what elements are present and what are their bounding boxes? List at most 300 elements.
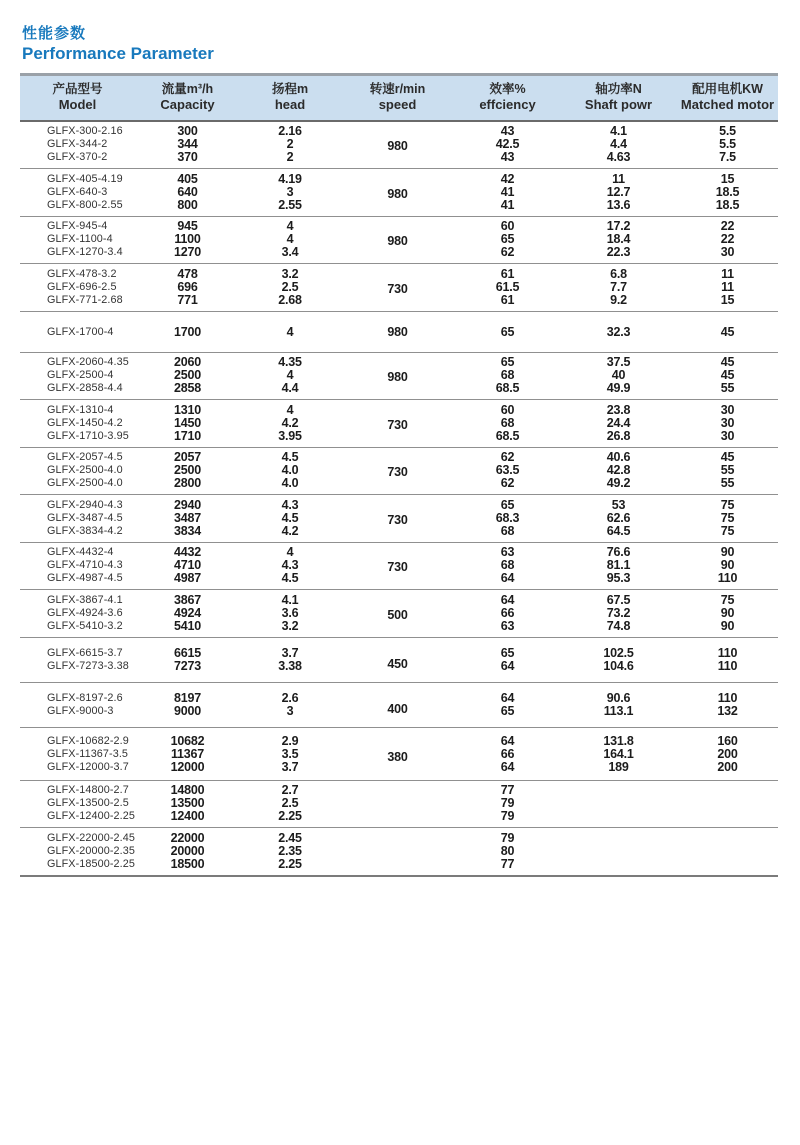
- column-label-en: Shaft powr: [584, 97, 653, 112]
- cell-model: GLFX-7273-3.38: [47, 659, 129, 672]
- cell-matched-motor: 160: [717, 733, 738, 748]
- cell-efficiency: 65: [500, 645, 515, 660]
- cell-efficiency: 41: [500, 184, 515, 199]
- column-label-en: head: [274, 97, 306, 112]
- cell-matched-motor: 55: [720, 381, 735, 395]
- cell-efficiency: 60: [500, 402, 515, 417]
- cell-efficiency: 64: [500, 658, 515, 673]
- cell-matched-motor: 30: [720, 402, 735, 417]
- table-row: [20, 216, 778, 233]
- cell-efficiency: 41: [500, 197, 515, 212]
- cell-model: GLFX-4987-4.5: [47, 572, 123, 584]
- cell-efficiency: 64: [500, 759, 515, 774]
- table-row: [20, 637, 778, 660]
- cell-matched-motor: 11: [721, 266, 734, 281]
- cell-capacity: 640: [177, 184, 198, 199]
- cell-capacity: 2800: [173, 476, 201, 490]
- cell-model: GLFX-6615-3.7: [47, 646, 123, 659]
- cell-matched-motor: 90: [720, 545, 735, 559]
- model-group: [20, 169, 778, 217]
- model-group: [20, 352, 778, 400]
- model-group: [20, 216, 778, 264]
- cell-matched-motor: 5.5: [719, 137, 736, 151]
- cell-head: 3.38: [278, 658, 302, 673]
- cell-capacity: 2057: [173, 450, 201, 464]
- cell-head: 2.68: [278, 292, 302, 307]
- cell-model: GLFX-2500-4: [47, 369, 114, 381]
- cell-shaft-power: 49.9: [606, 381, 631, 395]
- table-row: [20, 780, 778, 797]
- cell-model: GLFX-2060-4.35: [47, 356, 129, 368]
- cell-model: GLFX-300-2.16: [47, 125, 123, 137]
- cell-speed: 500: [387, 607, 408, 622]
- cell-head: 4.5: [281, 450, 299, 464]
- cell-model: GLFX-3867-4.1: [47, 593, 123, 606]
- cell-model: GLFX-2858-4.4: [47, 382, 123, 394]
- cell-capacity: 1270: [173, 245, 201, 259]
- cell-head: 4.2: [281, 523, 299, 538]
- cell-model: GLFX-2057-4.5: [47, 451, 123, 463]
- cell-model: GLFX-640-3: [47, 185, 108, 198]
- cell-speed: [340, 828, 455, 876]
- cell-head: 3.4: [281, 245, 299, 259]
- table-row: [20, 495, 778, 512]
- cell-efficiency: 64: [500, 571, 515, 585]
- cell-shaft-power: 67.5: [606, 592, 631, 607]
- table-row: [20, 311, 778, 352]
- cell-speed: 730: [387, 512, 408, 527]
- column-header-motor: [677, 75, 778, 121]
- column-label-en: Model: [58, 97, 97, 112]
- page-title-chinese: 性能参数: [22, 25, 87, 42]
- cell-matched-motor: 75: [720, 497, 735, 512]
- cell-head: 3: [286, 703, 294, 718]
- cell-shaft-power: 49.2: [606, 476, 631, 490]
- cell-shaft-power: 95.3: [606, 571, 631, 585]
- cell-speed: 450: [387, 656, 408, 671]
- cell-matched-motor: [677, 828, 778, 845]
- cell-shaft-power: 81.1: [606, 558, 631, 572]
- cell-model: GLFX-10682-2.9: [47, 734, 129, 747]
- cell-model: GLFX-1450-4.2: [47, 416, 123, 429]
- cell-capacity: 20000: [170, 843, 205, 858]
- cell-matched-motor: [677, 810, 778, 828]
- cell-shaft-power: 24.4: [606, 415, 631, 430]
- cell-shaft-power: 4.1: [610, 124, 627, 138]
- cell-efficiency: 68.5: [495, 381, 520, 395]
- cell-model: GLFX-478-3.2: [47, 267, 117, 280]
- cell-head: 4.3: [281, 497, 299, 512]
- column-label-en: effciency: [479, 97, 536, 112]
- cell-model: GLFX-2500-4.0: [47, 464, 123, 476]
- column-label-en: speed: [378, 97, 417, 112]
- cell-matched-motor: 45: [720, 324, 735, 339]
- cell-matched-motor: 30: [720, 428, 735, 443]
- model-group: [20, 828, 778, 876]
- cell-matched-motor: 75: [720, 592, 735, 607]
- model-group: [20, 542, 778, 590]
- cell-shaft-power: 164.1: [603, 746, 634, 761]
- cell-capacity: 1450: [173, 415, 201, 430]
- cell-matched-motor: 30: [720, 415, 735, 430]
- table-row: [20, 169, 778, 186]
- cell-shaft-power: 32.3: [606, 324, 631, 339]
- cell-matched-motor: [677, 845, 778, 858]
- cell-model: GLFX-3834-4.2: [47, 524, 123, 537]
- cell-speed: 980: [387, 370, 408, 384]
- cell-capacity: 945: [177, 219, 198, 233]
- cell-capacity: 11367: [170, 746, 205, 761]
- cell-efficiency: 64: [500, 690, 515, 705]
- cell-model: GLFX-1100-4: [47, 233, 113, 245]
- cell-shaft-power: 9.2: [610, 292, 627, 307]
- column-label-cn: 配用电机KW: [692, 82, 763, 96]
- cell-efficiency: 62: [500, 450, 515, 464]
- table-row: [20, 121, 778, 139]
- model-group: [20, 727, 778, 780]
- cell-matched-motor: 11: [721, 279, 734, 294]
- cell-head: 4: [286, 402, 294, 417]
- cell-efficiency: 66: [500, 605, 515, 620]
- cell-efficiency: 79: [500, 809, 515, 823]
- cell-capacity: 9000: [173, 703, 201, 718]
- cell-shaft-power: 73.2: [606, 605, 631, 620]
- table-row: [20, 727, 778, 748]
- cell-speed: 730: [387, 417, 408, 432]
- cell-head: 4.0: [281, 463, 299, 477]
- cell-model: GLFX-20000-2.35: [47, 844, 135, 857]
- cell-shaft-power: [560, 810, 677, 828]
- cell-head: 4.0: [281, 476, 299, 490]
- cell-capacity: 12400: [170, 809, 205, 823]
- table-row: [20, 590, 778, 607]
- cell-shaft-power: 23.8: [606, 402, 631, 417]
- cell-shaft-power: 113.1: [603, 703, 634, 718]
- cell-matched-motor: 90: [720, 605, 735, 620]
- cell-capacity: 10682: [170, 733, 205, 748]
- table-row: [20, 542, 778, 559]
- cell-efficiency: 65: [500, 324, 515, 339]
- cell-efficiency: 63: [500, 618, 515, 633]
- cell-capacity: 3867: [173, 592, 201, 607]
- cell-head: 2.6: [281, 690, 299, 705]
- cell-model: GLFX-13500-2.5: [47, 797, 129, 809]
- model-group: [20, 495, 778, 543]
- cell-shaft-power: 4.63: [606, 150, 631, 164]
- cell-matched-motor: 90: [720, 618, 735, 633]
- cell-matched-motor: 75: [720, 523, 735, 538]
- cell-model: GLFX-800-2.55: [47, 198, 123, 211]
- cell-shaft-power: 76.6: [606, 545, 631, 559]
- cell-shaft-power: [560, 797, 677, 810]
- cell-shaft-power: 64.5: [606, 523, 631, 538]
- cell-shaft-power: 53: [611, 497, 626, 512]
- model-group: [20, 447, 778, 495]
- cell-speed: 980: [387, 324, 408, 339]
- cell-efficiency: 65: [500, 355, 515, 369]
- cell-head: 4: [286, 545, 294, 559]
- cell-model: GLFX-9000-3: [47, 704, 114, 717]
- cell-speed: 980: [387, 139, 408, 153]
- column-label-en: Matched motor: [680, 97, 775, 112]
- cell-shaft-power: 189: [608, 759, 629, 774]
- header-row: [20, 75, 778, 121]
- cell-shaft-power: [560, 845, 677, 858]
- cell-model: GLFX-4924-3.6: [47, 606, 123, 619]
- cell-capacity: 13500: [170, 796, 205, 810]
- cell-shaft-power: 37.5: [606, 355, 631, 369]
- cell-capacity: 18500: [170, 856, 205, 871]
- cell-head: 3.6: [281, 605, 299, 620]
- cell-efficiency: 80: [500, 843, 515, 858]
- cell-head: 3.7: [281, 759, 299, 774]
- cell-shaft-power: 18.4: [606, 232, 631, 246]
- cell-head: 4.35: [278, 355, 302, 369]
- cell-shaft-power: 22.3: [606, 245, 631, 259]
- cell-model: GLFX-1710-3.95: [47, 429, 129, 442]
- cell-capacity: 370: [177, 150, 198, 164]
- cell-capacity: 5410: [173, 618, 201, 633]
- cell-capacity: 2858: [173, 381, 201, 395]
- table-row: [20, 400, 778, 417]
- cell-shaft-power: [560, 858, 677, 876]
- cell-capacity: 1310: [173, 402, 201, 417]
- cell-capacity: 22000: [170, 830, 205, 845]
- cell-capacity: 14800: [170, 783, 205, 797]
- cell-efficiency: 61: [500, 266, 515, 281]
- cell-shaft-power: 131.8: [603, 733, 634, 748]
- cell-efficiency: 62: [500, 245, 515, 259]
- performance-parameter-table: [20, 73, 778, 877]
- cell-capacity: 800: [177, 197, 198, 212]
- cell-shaft-power: 11: [612, 171, 625, 186]
- cell-efficiency: 79: [500, 830, 515, 845]
- cell-capacity: 3487: [173, 510, 201, 525]
- cell-efficiency: 64: [500, 733, 515, 748]
- cell-head: 4: [286, 324, 294, 339]
- cell-capacity: 696: [177, 279, 198, 294]
- cell-head: 2.45: [278, 830, 302, 845]
- cell-head: 2.5: [281, 796, 299, 810]
- cell-head: 2.16: [278, 124, 302, 138]
- column-header-model: [20, 75, 135, 121]
- cell-capacity: 4924: [173, 605, 201, 620]
- cell-matched-motor: 7.5: [719, 150, 736, 164]
- cell-matched-motor: 45: [720, 368, 735, 382]
- model-group: [20, 682, 778, 727]
- column-label-cn: 流量m³/h: [161, 82, 214, 96]
- cell-head: 3.2: [281, 266, 299, 281]
- cell-head: 2.7: [281, 783, 299, 797]
- cell-model: GLFX-1700-4: [47, 325, 114, 338]
- cell-capacity: 4987: [173, 571, 201, 585]
- cell-efficiency: 79: [500, 796, 515, 810]
- cell-model: GLFX-12000-3.7: [47, 760, 129, 773]
- cell-speed: 980: [387, 186, 408, 201]
- column-header-capacity: [135, 75, 240, 121]
- column-label-cn: 扬程m: [271, 82, 309, 96]
- cell-matched-motor: 200: [717, 759, 738, 774]
- cell-efficiency: 68.5: [495, 428, 520, 443]
- model-group: [20, 590, 778, 638]
- cell-matched-motor: 55: [720, 476, 735, 490]
- model-group: [20, 264, 778, 312]
- column-label-cn: 效率%: [489, 82, 526, 96]
- model-group: [20, 400, 778, 448]
- cell-matched-motor: 15: [720, 171, 735, 186]
- table-header: [20, 75, 778, 121]
- cell-head: 3.7: [281, 645, 299, 660]
- table-row: [20, 682, 778, 705]
- cell-head: 4: [286, 219, 294, 233]
- cell-matched-motor: 18.5: [715, 197, 740, 212]
- cell-shaft-power: 62.6: [606, 510, 631, 525]
- cell-head: 4: [286, 232, 294, 246]
- cell-matched-motor: 200: [717, 746, 738, 761]
- cell-head: 4.4: [281, 381, 299, 395]
- cell-model: GLFX-1270-3.4: [47, 246, 123, 258]
- cell-capacity: 1710: [173, 428, 201, 443]
- cell-head: 4.19: [278, 171, 302, 186]
- cell-head: 4: [286, 368, 294, 382]
- cell-efficiency: 43: [500, 150, 515, 164]
- cell-matched-motor: 110: [717, 690, 738, 705]
- cell-efficiency: 65: [500, 232, 515, 246]
- cell-efficiency: 68: [500, 368, 515, 382]
- cell-efficiency: 68.3: [495, 510, 520, 525]
- cell-model: GLFX-12400-2.25: [47, 810, 135, 822]
- cell-efficiency: 42: [500, 171, 515, 186]
- cell-efficiency: 61.5: [495, 279, 520, 294]
- cell-matched-motor: 75: [720, 510, 735, 525]
- cell-model: GLFX-14800-2.7: [47, 784, 129, 796]
- cell-capacity: 4710: [173, 558, 201, 572]
- cell-shaft-power: 74.8: [606, 618, 631, 633]
- page-title-english: Performance Parameter: [22, 44, 214, 63]
- cell-model: GLFX-344-2: [47, 138, 108, 150]
- cell-efficiency: 63.5: [495, 463, 520, 477]
- cell-model: GLFX-696-2.5: [47, 280, 117, 293]
- cell-capacity: 3834: [173, 523, 201, 538]
- cell-capacity: 1700: [173, 324, 201, 339]
- cell-model: GLFX-2500-4.0: [47, 477, 123, 489]
- cell-matched-motor: 110: [717, 645, 738, 660]
- cell-head: 3.2: [281, 618, 299, 633]
- table-row: [20, 264, 778, 281]
- cell-shaft-power: 17.2: [606, 219, 631, 233]
- cell-head: 4.5: [281, 571, 299, 585]
- table-row: [20, 447, 778, 464]
- cell-shaft-power: [560, 828, 677, 845]
- model-group: [20, 637, 778, 682]
- cell-efficiency: 42.5: [495, 137, 520, 151]
- cell-efficiency: 77: [500, 856, 515, 871]
- cell-shaft-power: 7.7: [610, 279, 627, 294]
- cell-head: 4.1: [281, 592, 299, 607]
- cell-efficiency: 60: [500, 219, 515, 233]
- cell-capacity: 300: [177, 124, 198, 138]
- cell-speed: 380: [387, 749, 408, 764]
- cell-head: 2.35: [278, 843, 302, 858]
- cell-efficiency: 68: [500, 415, 515, 430]
- cell-head: 2.25: [278, 809, 302, 823]
- cell-efficiency: 77: [500, 783, 515, 797]
- cell-model: GLFX-370-2: [47, 151, 108, 163]
- cell-shaft-power: 26.8: [606, 428, 631, 443]
- cell-matched-motor: 90: [720, 558, 735, 572]
- cell-capacity: 771: [177, 292, 198, 307]
- cell-shaft-power: 104.6: [603, 658, 634, 673]
- cell-capacity: 344: [177, 137, 198, 151]
- cell-efficiency: 66: [500, 746, 515, 761]
- cell-matched-motor: 55: [720, 463, 735, 477]
- cell-model: GLFX-22000-2.45: [47, 831, 135, 844]
- cell-model: GLFX-4432-4: [47, 546, 114, 558]
- cell-speed: 730: [387, 281, 408, 296]
- cell-matched-motor: 22: [720, 219, 735, 233]
- cell-speed: 730: [387, 465, 408, 479]
- cell-capacity: 2500: [173, 368, 201, 382]
- cell-efficiency: 65: [500, 703, 515, 718]
- table-row: [20, 352, 778, 369]
- cell-shaft-power: [560, 780, 677, 797]
- cell-head: 3.95: [278, 428, 302, 443]
- cell-head: 3.5: [281, 746, 299, 761]
- cell-shaft-power: 6.8: [610, 266, 627, 281]
- cell-efficiency: 62: [500, 476, 515, 490]
- column-label-cn: 产品型号: [52, 82, 103, 96]
- column-header-efficiency: [455, 75, 560, 121]
- cell-head: 4.2: [281, 415, 299, 430]
- cell-matched-motor: 45: [720, 450, 735, 464]
- cell-model: GLFX-405-4.19: [47, 172, 123, 185]
- cell-matched-motor: 18.5: [715, 184, 740, 199]
- cell-efficiency: 63: [500, 545, 515, 559]
- model-group: [20, 121, 778, 169]
- cell-matched-motor: 30: [720, 245, 735, 259]
- cell-efficiency: 61: [500, 292, 515, 307]
- cell-matched-motor: [677, 858, 778, 876]
- model-group: [20, 311, 778, 352]
- column-header-head: [240, 75, 340, 121]
- cell-capacity: 4432: [173, 545, 201, 559]
- cell-model: GLFX-3487-4.5: [47, 511, 123, 524]
- cell-head: 2.55: [278, 197, 302, 212]
- model-group: [20, 780, 778, 828]
- table-row: [20, 828, 778, 845]
- cell-model: GLFX-2940-4.3: [47, 498, 123, 511]
- cell-capacity: 6615: [173, 645, 201, 660]
- cell-capacity: 478: [177, 266, 198, 281]
- cell-matched-motor: 110: [717, 658, 738, 673]
- cell-head: 2.9: [281, 733, 299, 748]
- cell-matched-motor: [677, 780, 778, 797]
- cell-capacity: 2500: [173, 463, 201, 477]
- cell-capacity: 1100: [174, 232, 201, 246]
- column-label-cn: 轴功率N: [595, 82, 642, 96]
- cell-shaft-power: 90.6: [606, 690, 631, 705]
- cell-shaft-power: 12.7: [606, 184, 631, 199]
- cell-head: 4.3: [281, 558, 299, 572]
- cell-matched-motor: 110: [717, 571, 738, 585]
- cell-model: GLFX-4710-4.3: [47, 559, 123, 571]
- cell-efficiency: 65: [500, 497, 515, 512]
- cell-capacity: 405: [177, 171, 198, 186]
- cell-head: 2: [286, 137, 294, 151]
- cell-shaft-power: 40: [611, 368, 626, 382]
- cell-shaft-power: 42.8: [606, 463, 631, 477]
- cell-efficiency: 43: [500, 124, 515, 138]
